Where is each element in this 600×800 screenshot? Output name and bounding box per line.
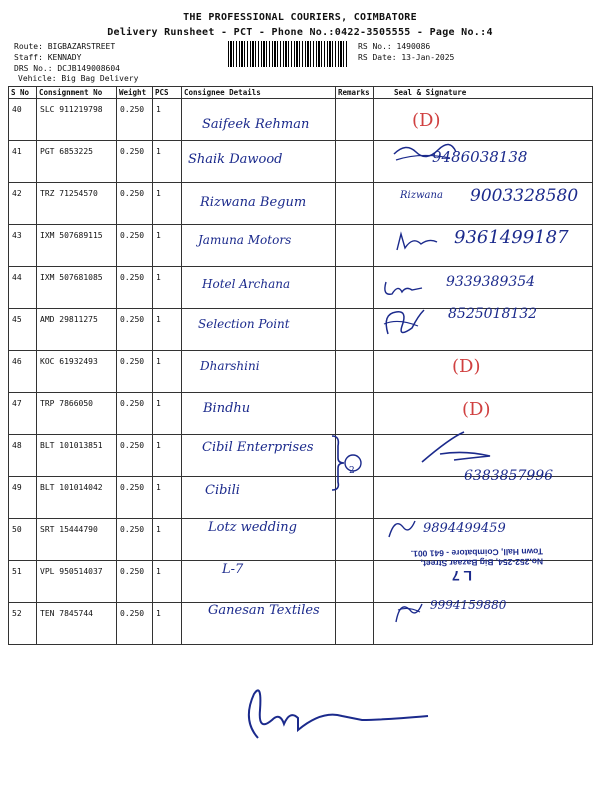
delivered-mark: (D) bbox=[452, 356, 481, 377]
col-header-signature: Seal & Signature bbox=[374, 87, 593, 99]
brace-note: 2 bbox=[349, 466, 355, 476]
sno-cell: 43 bbox=[9, 225, 37, 267]
consignment-cell: SRT 15444790 bbox=[37, 519, 117, 561]
consignment-cell: PGT 6853225 bbox=[37, 141, 117, 183]
sno-cell: 40 bbox=[9, 99, 37, 141]
handwritten-consignee: Saifeek Rehman bbox=[202, 117, 310, 132]
brace-mark bbox=[330, 432, 364, 494]
consignment-cell: TRZ 71254570 bbox=[37, 183, 117, 225]
pcs-cell: 1 bbox=[153, 435, 182, 477]
sno-cell: 49 bbox=[9, 477, 37, 519]
consignment-cell: SLC 911219798 bbox=[37, 99, 117, 141]
handwritten-phone: 6383857996 bbox=[464, 468, 554, 484]
runsheet-subtitle: Delivery Runsheet - PCT - Phone No.:0422-3505555 - Page No.:4 bbox=[107, 27, 493, 38]
handwritten-consignee: L-7 bbox=[222, 562, 244, 577]
handwritten-consignee: Jamuna Motors bbox=[198, 233, 292, 247]
signature-cell bbox=[374, 99, 593, 141]
sno-cell: 50 bbox=[9, 519, 37, 561]
handwritten-phone: 9486038138 bbox=[432, 148, 528, 166]
signature-scribble bbox=[382, 276, 426, 300]
col-header-pcs: PCS bbox=[153, 87, 182, 99]
rs-date: RS Date: 13-Jan-2025 bbox=[358, 53, 455, 62]
pcs-cell: 1 bbox=[153, 519, 182, 561]
handwritten-consignee: Rizwana Begum bbox=[200, 195, 307, 210]
stamp-line-2: Town Hall, Coimbatore - 641 001. bbox=[410, 546, 543, 559]
vehicle-label: Vehicle: Big Bag Delivery bbox=[18, 74, 139, 83]
handwritten-consignee: Selection Point bbox=[198, 317, 290, 331]
pcs-cell: 1 bbox=[153, 351, 182, 393]
staff-label: Staff: KENNADY bbox=[14, 53, 82, 62]
pcs-cell: 1 bbox=[153, 225, 182, 267]
consignment-cell: TRP 7866050 bbox=[37, 393, 117, 435]
stamp-mark: L 7 bbox=[452, 568, 472, 584]
pcs-cell: 1 bbox=[153, 309, 182, 351]
weight-cell: 0.250 bbox=[117, 225, 153, 267]
weight-cell: 0.250 bbox=[117, 477, 153, 519]
pcs-cell: 1 bbox=[153, 561, 182, 603]
handwritten-phone: 9994159880 bbox=[430, 598, 507, 612]
pcs-cell: 1 bbox=[153, 99, 182, 141]
consignment-cell: BLT 101013851 bbox=[37, 435, 117, 477]
consignee-cell bbox=[182, 561, 336, 603]
pcs-cell: 1 bbox=[153, 603, 182, 645]
remarks-cell bbox=[336, 99, 374, 141]
consignment-cell: AMD 29811275 bbox=[37, 309, 117, 351]
remarks-cell bbox=[336, 267, 374, 309]
signature-scribble bbox=[378, 304, 428, 344]
remarks-cell bbox=[336, 225, 374, 267]
company-stamp bbox=[375, 547, 543, 570]
weight-cell: 0.250 bbox=[117, 603, 153, 645]
sno-cell: 52 bbox=[9, 603, 37, 645]
col-header-weight: Weight bbox=[117, 87, 153, 99]
signature-cell bbox=[374, 351, 593, 393]
weight-cell: 0.250 bbox=[117, 351, 153, 393]
remarks-cell bbox=[336, 183, 374, 225]
col-header-remarks: Remarks bbox=[336, 87, 374, 99]
remarks-cell bbox=[336, 603, 374, 645]
remarks-cell bbox=[336, 561, 374, 603]
consignment-cell: IXM 507689115 bbox=[37, 225, 117, 267]
handwritten-consignee: Shaik Dawood bbox=[188, 152, 283, 167]
barcode bbox=[228, 41, 348, 67]
pcs-cell: 1 bbox=[153, 477, 182, 519]
weight-cell: 0.250 bbox=[117, 183, 153, 225]
remarks-cell bbox=[336, 309, 374, 351]
handwritten-phone: 9339389354 bbox=[446, 274, 536, 290]
weight-cell: 0.250 bbox=[117, 435, 153, 477]
remarks-cell bbox=[336, 393, 374, 435]
handwritten-consignee: Bindhu bbox=[203, 401, 251, 416]
weight-cell: 0.250 bbox=[117, 561, 153, 603]
rs-number: RS No.: 1490086 bbox=[358, 42, 431, 51]
signature-scribble bbox=[385, 515, 419, 541]
sno-cell: 48 bbox=[9, 435, 37, 477]
delivered-mark: (D) bbox=[462, 399, 491, 420]
weight-cell: 0.250 bbox=[117, 267, 153, 309]
handwritten-consignee: Lotz wedding bbox=[208, 520, 297, 535]
signature-scribble bbox=[392, 596, 426, 626]
handwritten-consignee: Dharshini bbox=[200, 359, 260, 373]
remarks-cell bbox=[336, 519, 374, 561]
handwritten-phone: 9361499187 bbox=[454, 227, 569, 248]
route-label: Route: BIGBAZARSTREET bbox=[14, 42, 116, 51]
handwritten-phone: 8525018132 bbox=[448, 306, 538, 322]
pcs-cell: 1 bbox=[153, 393, 182, 435]
sno-cell: 42 bbox=[9, 183, 37, 225]
sno-cell: 47 bbox=[9, 393, 37, 435]
handwritten-consignee: Hotel Archana bbox=[202, 277, 291, 291]
sno-cell: 46 bbox=[9, 351, 37, 393]
consignment-cell: VPL 950514037 bbox=[37, 561, 117, 603]
pcs-cell: 1 bbox=[153, 183, 182, 225]
company-title: THE PROFESSIONAL COURIERS, COIMBATORE bbox=[183, 12, 417, 23]
sno-cell: 44 bbox=[9, 267, 37, 309]
consignment-cell: KOC 61932493 bbox=[37, 351, 117, 393]
handwritten-phone: 9003328580 bbox=[470, 186, 579, 206]
signature-scribble bbox=[420, 428, 510, 468]
table-row bbox=[9, 351, 593, 393]
weight-cell: 0.250 bbox=[117, 393, 153, 435]
handwritten-consignee: Cibil Enterprises bbox=[202, 440, 314, 455]
weight-cell: 0.250 bbox=[117, 99, 153, 141]
remarks-cell bbox=[336, 351, 374, 393]
col-header-sno: S No bbox=[9, 87, 37, 99]
sno-cell: 51 bbox=[9, 561, 37, 603]
weight-cell: 0.250 bbox=[117, 141, 153, 183]
sno-cell: 41 bbox=[9, 141, 37, 183]
consignment-cell: BLT 101014042 bbox=[37, 477, 117, 519]
sno-cell: 45 bbox=[9, 309, 37, 351]
handwritten-phone: 9894499459 bbox=[423, 521, 506, 536]
col-header-consignee: Consignee Details bbox=[182, 87, 336, 99]
consignment-cell: IXM 507681085 bbox=[37, 267, 117, 309]
pcs-cell: 1 bbox=[153, 267, 182, 309]
handwritten-consignee: Ganesan Textiles bbox=[208, 603, 320, 618]
remarks-cell bbox=[336, 141, 374, 183]
weight-cell: 0.250 bbox=[117, 519, 153, 561]
stamp-line-1: No.252-254, Big Bazaar Street, bbox=[420, 556, 544, 569]
consignment-cell: TEN 7845744 bbox=[37, 603, 117, 645]
handwritten-signature: Rizwana bbox=[400, 190, 443, 201]
signature-scribble bbox=[393, 230, 443, 254]
staff-signature bbox=[232, 680, 432, 750]
col-header-consignment: Consignment No bbox=[37, 87, 117, 99]
pcs-cell: 1 bbox=[153, 141, 182, 183]
weight-cell: 0.250 bbox=[117, 309, 153, 351]
delivered-mark: (D) bbox=[412, 110, 441, 131]
drs-label: DRS No.: DCJB149008604 bbox=[14, 64, 120, 73]
handwritten-consignee: Cibili bbox=[205, 483, 240, 498]
